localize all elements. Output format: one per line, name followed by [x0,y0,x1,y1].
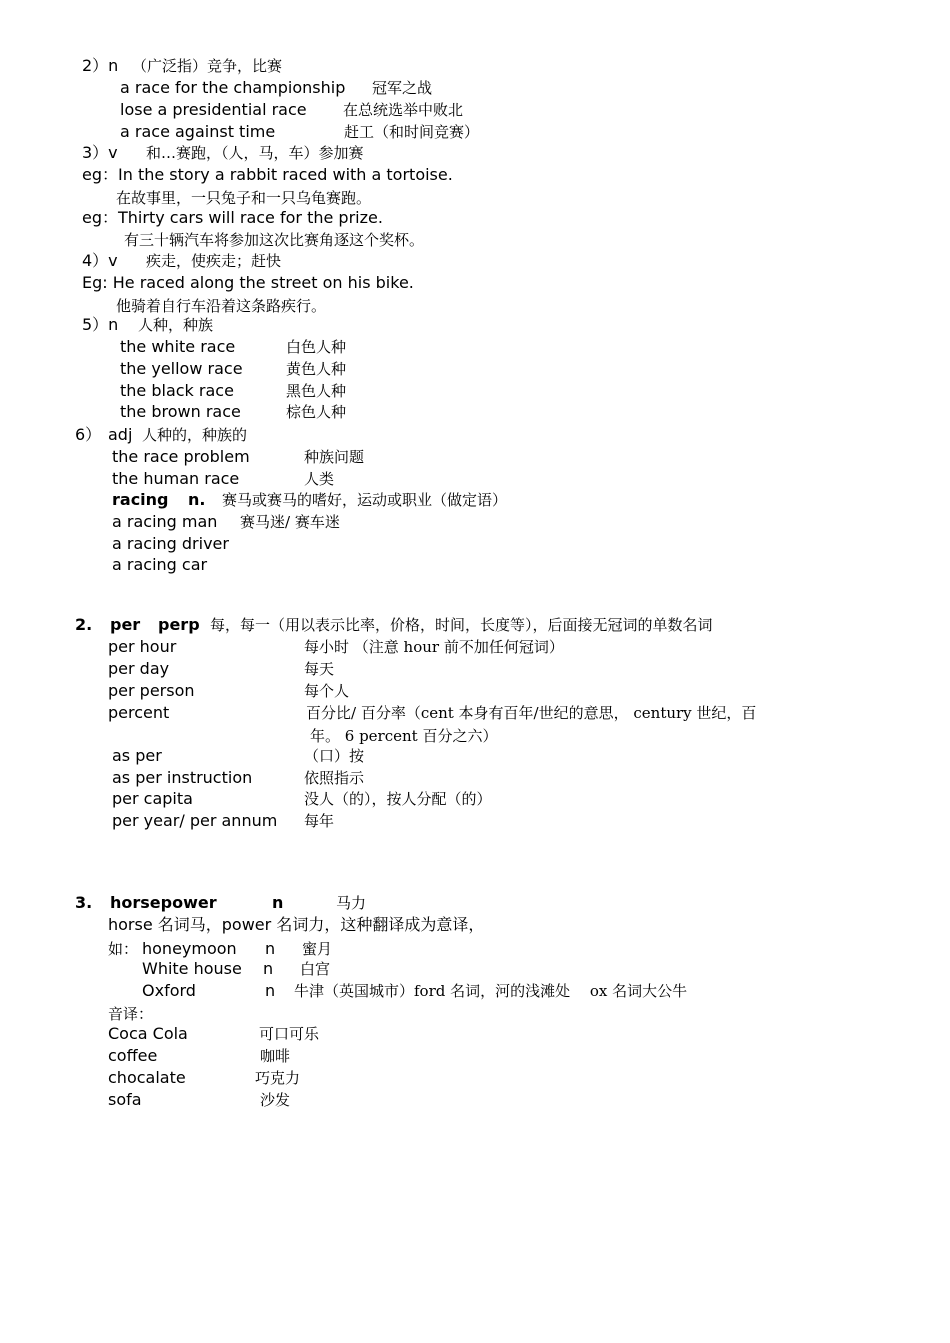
racing-pos: n. [188,490,206,509]
entry-3-note: horse 名词马，power 名词力，这种翻译成为意译， [108,915,485,934]
sense-4-number: 4）v [82,251,118,270]
per-example-translation: 没人（的），按人分配（的） [304,790,492,808]
race-term: the black race [120,381,234,400]
per-example-translation: 每小时 （注意 hour 前不加任何冠词） [304,638,564,656]
sense-3-definition: 和…赛跑，（人，马，车）参加赛 [146,144,364,162]
example-phrase: a race for the championship [120,78,346,97]
transliteration-meaning: 可口可乐 [259,1025,320,1043]
example-phrase: a race against time [120,122,276,141]
entry-2-pos: perp [158,615,200,634]
racing-example-translation: 赛马迷/ 赛车迷 [240,513,340,531]
transliteration-meaning: 沙发 [260,1091,291,1109]
per-example-translation: 每年 [304,812,335,830]
example-translation: 赶工（和时间竞赛） [344,123,480,141]
sense-5-definition: 人种，种族 [138,316,214,334]
transliteration-term: Coca Cola [108,1024,188,1043]
sense-2-definition: （广泛指）竞争，比赛 [132,57,283,75]
per-example: per person [108,681,195,700]
racing-example: a racing driver [112,534,229,553]
sense-3-number: 3）v [82,143,118,162]
adj-example: the human race [112,469,240,488]
example-sentence: Eg: He raced along the street on his bike. [82,273,414,292]
entry-3-headword: horsepower [110,893,217,912]
race-term-translation: 黑色人种 [286,382,347,400]
adj-example-translation: 种族问题 [304,448,365,466]
transliteration-meaning: 巧克力 [255,1069,301,1087]
entry-3-number: 3. [75,893,93,912]
sense-6-number: 6） [75,425,102,444]
free-translation-meaning: 蜜月 [302,940,333,958]
per-example: percent [108,703,170,722]
sense-4-definition: 疾走，使疾走；赶快 [146,252,282,270]
free-translation-pos: n [265,981,276,1000]
free-translation-term: honeymoon [142,939,237,958]
per-example: as per instruction [112,768,253,787]
free-translation-meaning: 牛津（英国城市）ford 名词，河的浅滩处 ox 名词大公牛 [294,982,688,1000]
free-translation-term: Oxford [142,981,196,1000]
per-example-translation: （口）按 [304,747,365,765]
race-term-translation: 棕色人种 [286,403,347,421]
per-example: per year/ per annum [112,811,278,830]
example-translation: 在故事里，一只兔子和一只乌龟赛跑。 [116,189,372,207]
entry-2-headword: per [110,615,141,634]
example-translation: 有三十辆汽车将参加这次比赛角逐这个奖杯。 [124,231,425,249]
entry-3-pos: n [272,893,284,912]
adj-example: the race problem [112,447,250,466]
free-translation-pos: n [263,959,274,978]
per-example-translation: 依照指示 [304,769,365,787]
example-sentence: eg：Thirty cars will race for the prize. [82,208,383,227]
racing-definition: 赛马或赛马的嗜好，运动或职业（做定语） [222,491,508,509]
per-example-translation-cont: 年。 6 percent 百分之六） [310,727,498,745]
race-term-translation: 白色人种 [286,338,347,356]
per-example: as per [112,746,162,765]
entry-2-number: 2. [75,615,93,634]
transliteration-term: sofa [108,1090,142,1109]
racing-headword: racing [112,490,169,509]
example-translation: 他骑着自行车沿着这条路疾行。 [116,297,327,315]
sense-5-number: 5）n [82,315,119,334]
race-term: the yellow race [120,359,243,378]
free-translation-term: White house [142,959,242,978]
racing-example: a racing man [112,512,218,531]
sense-6-pos: adj [108,425,133,444]
adj-example-translation: 人类 [304,470,335,488]
sense-6-definition: 人种的，种族的 [142,426,248,444]
entry-3-definition: 马力 [336,894,367,912]
transliteration-label: 音译： [108,1005,154,1023]
racing-example: a racing car [112,555,208,574]
entry-2-definition: 每，每一（用以表示比率，价格，时间，长度等），后面接无冠词的单数名词 [210,616,713,634]
per-example: per capita [112,789,193,808]
example-translation: 在总统选举中败北 [343,101,464,119]
example-sentence: eg：In the story a rabbit raced with a tortoise. [82,165,453,184]
example-translation: 冠军之战 [372,79,433,97]
per-example-translation: 每天 [304,660,335,678]
transliteration-term: chocalate [108,1068,186,1087]
per-example: per day [108,659,170,678]
free-translation-pos: n [265,939,276,958]
transliteration-meaning: 咖啡 [260,1047,291,1065]
free-translation-meaning: 白宫 [300,960,331,978]
sense-2-number: 2）n [82,56,119,75]
transliteration-term: coffee [108,1046,158,1065]
example-phrase: lose a presidential race [120,100,307,119]
race-term-translation: 黄色人种 [286,360,347,378]
example-intro: 如： [108,940,139,958]
per-example-translation: 每个人 [304,682,350,700]
per-example: per hour [108,637,177,656]
race-term: the brown race [120,402,241,421]
race-term: the white race [120,337,236,356]
per-example-translation: 百分比/ 百分率（cent 本身有百年/世纪的意思， century 世纪，百 [306,704,757,722]
